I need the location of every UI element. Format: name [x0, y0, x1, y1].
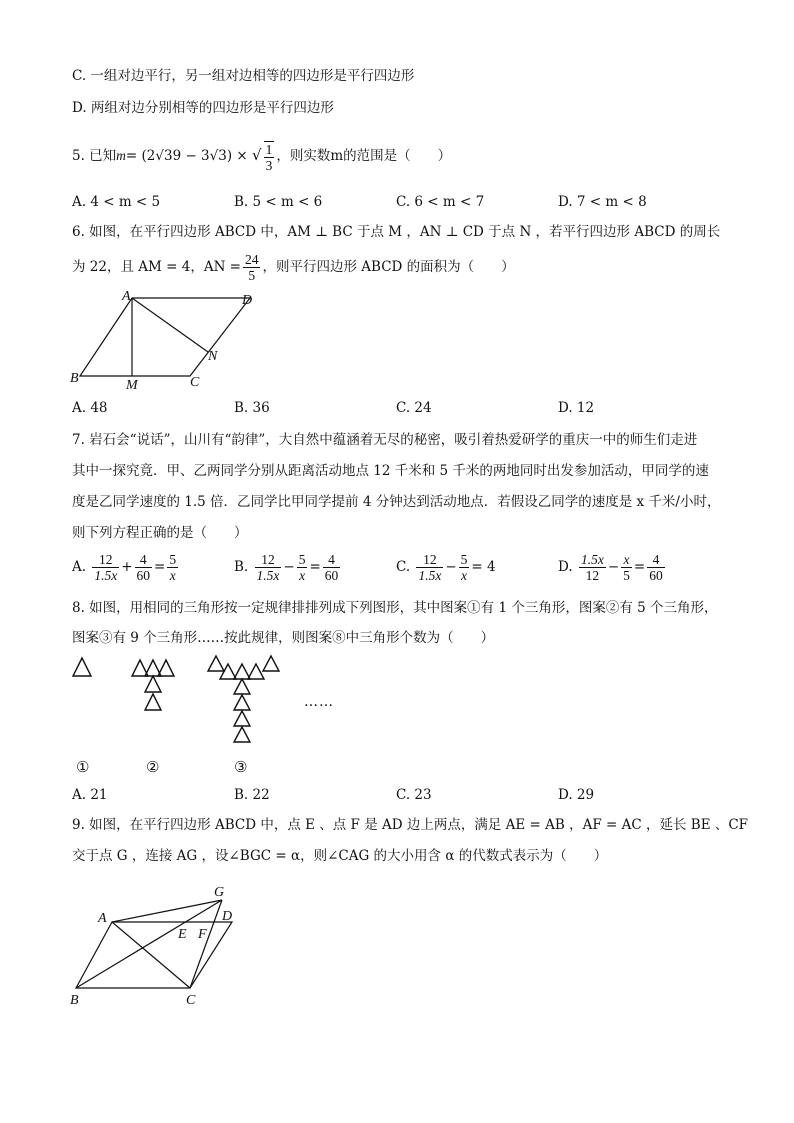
q8-ellipsis: …… — [304, 694, 334, 710]
q8-triangle-patterns — [60, 654, 320, 750]
q5-stem: 5. 已知m= (2√39 − 3√3) × √ $\frac{1}{3}$ ，则实数m的范围是（ ） — [72, 141, 452, 173]
q6-parallelogram-figure — [70, 288, 270, 398]
pattern-1-triangle — [73, 658, 91, 676]
q6-option-b[interactable]: B. 36 — [234, 400, 270, 416]
q6-line2: 为 22，且 AM = 4，AN = $\frac{24}{5}$ ，则平行四边形 ABCD 的面积为（ ） — [72, 252, 515, 283]
q9-parallelogram-figure — [66, 880, 256, 1010]
label-d: D — [222, 909, 233, 924]
q7-option-c[interactable]: C. $\frac{12}{1.5x}$ − $\frac{5}{x}$ = 4 — [396, 552, 496, 583]
label-g: G — [214, 885, 225, 900]
q5-option-a[interactable]: A. 4 < m < 5 — [72, 194, 161, 210]
q8-line2: 图案③有 9 个三角形……按此规律，则图案⑧中三角形个数为（ ） — [72, 630, 495, 646]
q6-option-a[interactable]: A. 48 — [72, 400, 108, 416]
pattern-label-3: ③ — [234, 758, 248, 776]
q7-option-a[interactable]: A. $\frac{12}{1.5x}$ + $\frac{4}{60}$ = $\frac{5}{x}$ — [72, 552, 177, 583]
option-c-prev: C. 一组对边平行，另一组对边相等的四边形是平行四边形 — [72, 68, 415, 84]
label-d: D — [242, 293, 253, 308]
label-c: C — [190, 375, 200, 390]
q7-option-b[interactable]: B. $\frac{12}{1.5x}$ − $\frac{5}{x}$ = $\frac{4}{60}$ — [234, 552, 339, 583]
label-a: A — [98, 911, 107, 926]
label-m: M — [126, 378, 138, 393]
q8-line1: 8. 如图，用相同的三角形按一定规律排排列成下列图形，其中图案①有 1 个三角形，图案②有 5 个三角形， — [72, 600, 718, 616]
label-b: B — [70, 993, 79, 1008]
q6-line1: 6. 如图，在平行四边形 ABCD 中，AM ⊥ BC 于点 M ，AN ⊥ CD 于点 N ，若平行四边形 ABCD 的周长 — [72, 224, 721, 240]
q8-option-b[interactable]: B. 22 — [234, 787, 270, 803]
q5-option-d[interactable]: D. 7 < m < 8 — [558, 194, 647, 210]
q7-option-d[interactable]: D. $\frac{1.5x}{12}$ − $\frac{x}{5}$ = $\frac{4}{60}$ — [558, 552, 663, 583]
q7-line4: 则下列方程正确的是（ ） — [72, 525, 248, 541]
label-f: F — [198, 927, 207, 942]
label-n: N — [208, 349, 218, 364]
q9-line1: 9. 如图，在平行四边形 ABCD 中，点 E 、点 F 是 AD 边上两点，满足 AE = AB ，AF = AC ，延长 BE 、CF — [72, 817, 749, 833]
q6-option-d[interactable]: D. 12 — [558, 400, 595, 416]
pattern-label-1: ① — [76, 758, 90, 776]
q8-option-c[interactable]: C. 23 — [396, 787, 432, 803]
pattern-label-2: ② — [146, 758, 160, 776]
q6-option-c[interactable]: C. 24 — [396, 400, 432, 416]
label-e: E — [178, 927, 187, 942]
q8-option-d[interactable]: D. 29 — [558, 787, 595, 803]
q9-line2: 交于点 G ，连接 AG ，设∠BGC = α，则∠CAG 的大小用含 α 的代数式表示为（ ） — [72, 848, 608, 864]
label-b: B — [70, 371, 79, 386]
q5-option-b[interactable]: B. 5 < m < 6 — [234, 194, 323, 210]
q5-option-c[interactable]: C. 6 < m < 7 — [396, 194, 485, 210]
q7-line3: 度是乙同学速度的 1.5 倍．乙同学比甲同学提前 4 分钟达到活动地点．若假设乙同学的速度是 x 千米/小时， — [72, 494, 721, 510]
label-a: A — [122, 289, 131, 304]
label-c: C — [186, 993, 196, 1008]
q7-line2: 其中一探究竟．甲、乙两同学分别从距离活动地点 12 千米和 5 千米的两地同时出发参加活动，甲同学的速 — [72, 463, 709, 479]
option-d-prev: D. 两组对边分别相等的四边形是平行四边形 — [72, 100, 334, 116]
q7-line1: 7. 岩石会“说话”，山川有“韵律”，大自然中蕴涵着无尽的秘密，吸引着热爱研学的重庆一中的师生们走进 — [72, 432, 698, 448]
q8-option-a[interactable]: A. 21 — [72, 787, 108, 803]
